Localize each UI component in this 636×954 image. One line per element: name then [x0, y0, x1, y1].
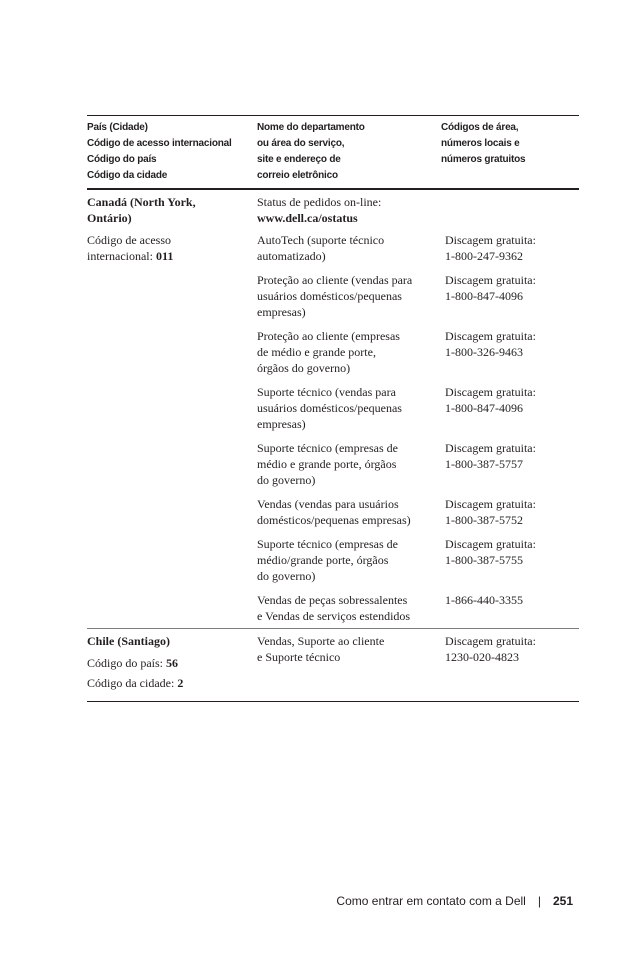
- contact-table: [87, 115, 579, 702]
- website-link[interactable]: www.dell.ca/ostatus: [257, 211, 358, 225]
- department-rows-canada: [257, 190, 579, 628]
- department-cell: Suporte técnico (vendas para usuários domésticos/pequenas empresas): [257, 385, 402, 431]
- city-code-line: [87, 675, 257, 691]
- number-cell: Discagem gratuita: 1-800-247-9362: [445, 233, 536, 263]
- table-row: [257, 268, 579, 324]
- department-rows-chile: [257, 629, 579, 701]
- table-row: [257, 324, 579, 380]
- department-cell: Vendas, Suporte ao cliente e Suporte técnico: [257, 634, 385, 664]
- table-row: [257, 380, 579, 436]
- table-row: [257, 588, 579, 628]
- table-row: [257, 228, 579, 268]
- department-text: Status de pedidos on-line:: [257, 195, 382, 209]
- page-footer: [336, 893, 573, 909]
- department-cell: [257, 194, 445, 226]
- department-cell: Proteção ao cliente (vendas para usuários domésticos/pequenas empresas): [257, 273, 413, 319]
- group-chile: [87, 629, 579, 702]
- table-row: [257, 492, 579, 532]
- country-code-value: 56: [166, 656, 179, 670]
- table-row: [257, 436, 579, 492]
- footer-section-title: Como entrar em contato com a Dell: [336, 894, 526, 908]
- header-country: País (Cidade) Código de acesso internacional Código do país Código da cidade: [87, 122, 232, 181]
- department-cell: Vendas de peças sobressalentes e Vendas de serviços estendidos: [257, 593, 411, 623]
- number-cell: Discagem gratuita: 1-800-326-9463: [445, 329, 536, 359]
- city-code-label: Código da cidade:: [87, 676, 178, 690]
- header-numbers: Códigos de área, números locais e números gratuitos: [441, 122, 526, 165]
- table-row: [257, 190, 579, 228]
- department-cell: Proteção ao cliente (empresas de médio e grande porte, órgãos do governo): [257, 329, 400, 375]
- access-code-line: [87, 232, 257, 264]
- table-row: [257, 532, 579, 588]
- access-code-value: 011: [155, 249, 174, 263]
- department-cell: AutoTech (suporte técnico automatizado): [257, 233, 385, 263]
- table-header: [87, 116, 579, 190]
- country-name: Chile (Santiago): [87, 634, 171, 648]
- department-cell: Suporte técnico (empresas de médio/grande porte, órgãos do governo): [257, 537, 398, 583]
- country-name: Canadá (North York, Ontário): [87, 195, 196, 225]
- number-cell: 1-866-440-3355: [445, 593, 523, 607]
- number-cell: Discagem gratuita: 1-800-387-5757: [445, 441, 536, 471]
- country-cell-chile: [87, 629, 257, 701]
- group-canada: [87, 190, 579, 629]
- page-number: 251: [552, 894, 573, 908]
- city-code-value: 2: [177, 676, 184, 690]
- footer-separator: |: [537, 894, 541, 908]
- country-cell-canada: [87, 190, 257, 628]
- table-row: [257, 629, 579, 669]
- number-cell: Discagem gratuita: 1-800-387-5755: [445, 537, 536, 567]
- header-department: Nome do departamento ou área do serviço, site e endereço de correio eletrônico: [257, 122, 365, 181]
- number-cell: Discagem gratuita: 1-800-847-4096: [445, 273, 536, 303]
- number-cell: Discagem gratuita: 1-800-387-5752: [445, 497, 536, 527]
- access-code-label: Código de acesso internacional:: [87, 233, 171, 263]
- number-cell: Discagem gratuita: 1-800-847-4096: [445, 385, 536, 415]
- number-cell: [445, 194, 579, 226]
- country-code-line: [87, 655, 257, 671]
- number-cell: Discagem gratuita: 1230-020-4823: [445, 634, 536, 664]
- department-cell: Suporte técnico (empresas de médio e grande porte, órgãos do governo): [257, 441, 398, 487]
- country-code-label: Código do país:: [87, 656, 167, 670]
- department-cell: Vendas (vendas para usuários domésticos/pequenas empresas): [257, 497, 411, 527]
